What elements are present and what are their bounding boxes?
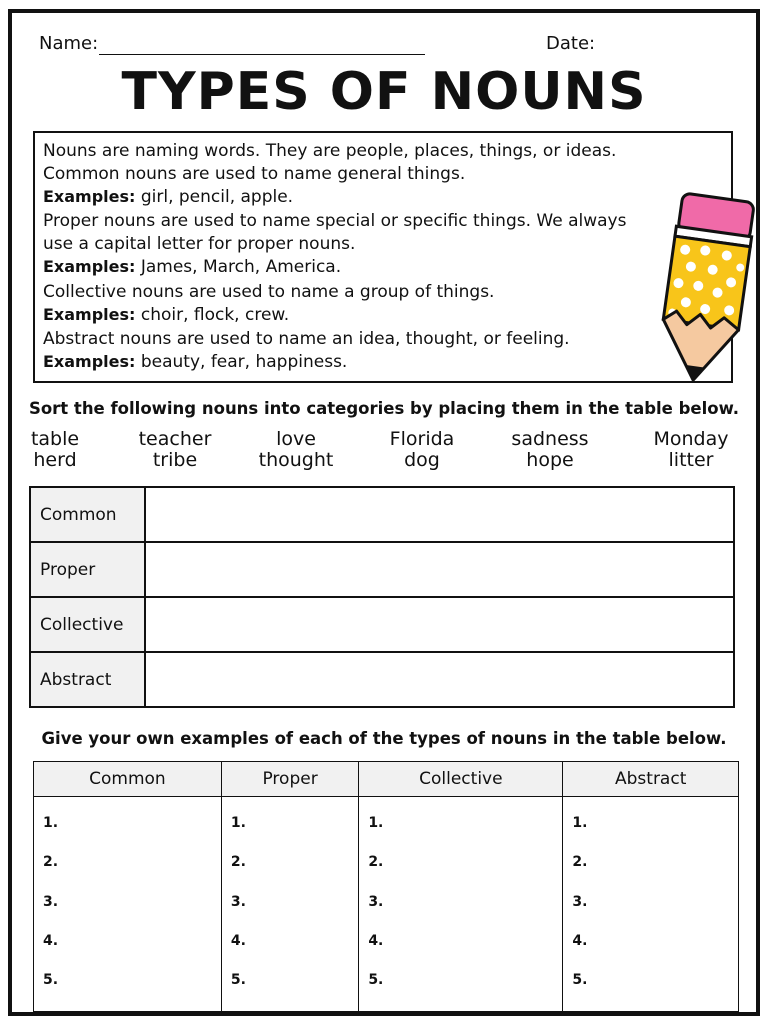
example-number: 4.	[572, 932, 588, 949]
example-number: 2.	[368, 854, 384, 871]
example-number: 5.	[43, 972, 59, 989]
example-number: 2.	[572, 854, 588, 871]
word-bank-item: dog	[404, 449, 440, 471]
word-bank-item: thought	[258, 449, 334, 471]
definition-line	[43, 164, 465, 184]
own-table-header: Abstract	[563, 762, 739, 797]
definition-text: Abstract nouns are used to name an idea, thought, or feeling.	[43, 329, 570, 349]
sort-table-row	[30, 597, 734, 652]
definition-text: use a capital letter for proper nouns.	[43, 234, 356, 254]
word-bank-item: herd	[33, 449, 77, 471]
example-number: 1.	[572, 815, 588, 831]
own-examples-column[interactable]	[221, 797, 358, 1012]
own-table-header: Proper	[221, 762, 358, 797]
definition-text: girl, pencil, apple.	[135, 187, 294, 207]
definition-line	[43, 141, 616, 161]
sort-instruction: Sort the following nouns into categories by placing them in the table below.	[28, 399, 740, 418]
word-bank-item: Florida	[389, 428, 455, 450]
example-number: 3.	[572, 893, 588, 910]
example-number: 2.	[230, 854, 246, 871]
example-number: 4.	[368, 932, 384, 949]
definition-examples-line	[43, 257, 341, 277]
own-table-header: Collective	[359, 762, 563, 797]
pencil-icon	[640, 188, 758, 388]
sort-table-row	[30, 652, 734, 707]
definition-text: choir, flock, crew.	[135, 305, 290, 325]
example-number: 2.	[43, 854, 59, 871]
sort-answer-cell[interactable]	[145, 542, 734, 597]
sort-table	[29, 486, 735, 708]
examples-label: Examples:	[43, 352, 136, 371]
example-number: 5.	[368, 972, 384, 989]
sort-answer-cell[interactable]	[145, 652, 734, 707]
date-label: Date:	[546, 33, 596, 54]
sort-answer-cell[interactable]	[145, 487, 734, 542]
examples-label: Examples:	[43, 187, 136, 206]
sort-row-label: Proper	[30, 542, 145, 597]
definition-line	[43, 211, 626, 231]
word-bank-item: love	[276, 428, 316, 450]
own-examples-column[interactable]	[563, 797, 739, 1012]
page-title: TYPES OF NOUNS	[121, 62, 647, 122]
example-number: 4.	[230, 932, 246, 949]
example-number: 5.	[572, 972, 588, 989]
own-examples-column[interactable]	[359, 797, 563, 1012]
word-bank-item: tribe	[152, 449, 198, 471]
definition-text: Nouns are naming words. They are people, places, things, or ideas.	[43, 141, 617, 161]
definition-text: beauty, fear, happiness.	[135, 352, 348, 372]
name-line[interactable]	[99, 54, 425, 55]
sort-table-row	[30, 542, 734, 597]
word-bank-item: teacher	[138, 428, 212, 450]
word-bank-item: Monday	[653, 428, 729, 450]
definition-text: Common nouns are used to name general things.	[43, 164, 466, 184]
name-label: Name:	[39, 33, 99, 54]
definition-line	[43, 282, 494, 302]
own-examples-table	[33, 761, 739, 1012]
word-bank-item: sadness	[511, 428, 589, 450]
word-bank-item: table	[30, 428, 80, 450]
example-number: 1.	[230, 815, 246, 831]
example-number: 1.	[368, 815, 384, 831]
definition-examples-line	[43, 305, 289, 325]
sort-table-row	[30, 487, 734, 542]
own-table-header: Common	[34, 762, 222, 797]
examples-label: Examples:	[43, 257, 136, 276]
sort-row-label: Collective	[30, 597, 145, 652]
sort-answer-cell[interactable]	[145, 597, 734, 652]
word-bank-item: hope	[526, 449, 574, 471]
definition-examples-line	[43, 187, 293, 207]
example-number: 3.	[43, 893, 59, 910]
example-number: 5.	[230, 972, 246, 989]
own-examples-column[interactable]	[34, 797, 222, 1012]
definition-line	[43, 329, 570, 349]
sort-row-label: Common	[30, 487, 145, 542]
definition-text: James, March, America.	[135, 257, 342, 277]
example-number: 3.	[368, 893, 384, 910]
sort-row-label: Abstract	[30, 652, 145, 707]
definition-text: Proper nouns are used to name special or specific things. We always	[43, 211, 627, 231]
definition-text: Collective nouns are used to name a group of things.	[43, 282, 495, 302]
example-number: 1.	[43, 815, 59, 831]
word-bank-item: litter	[668, 449, 714, 471]
examples-label: Examples:	[43, 305, 136, 324]
definition-examples-line	[43, 352, 347, 372]
example-number: 4.	[43, 932, 59, 949]
own-examples-instruction: Give your own examples of each of the types of nouns in the table below.	[41, 729, 727, 748]
definition-line	[43, 234, 355, 254]
example-number: 3.	[230, 893, 246, 910]
